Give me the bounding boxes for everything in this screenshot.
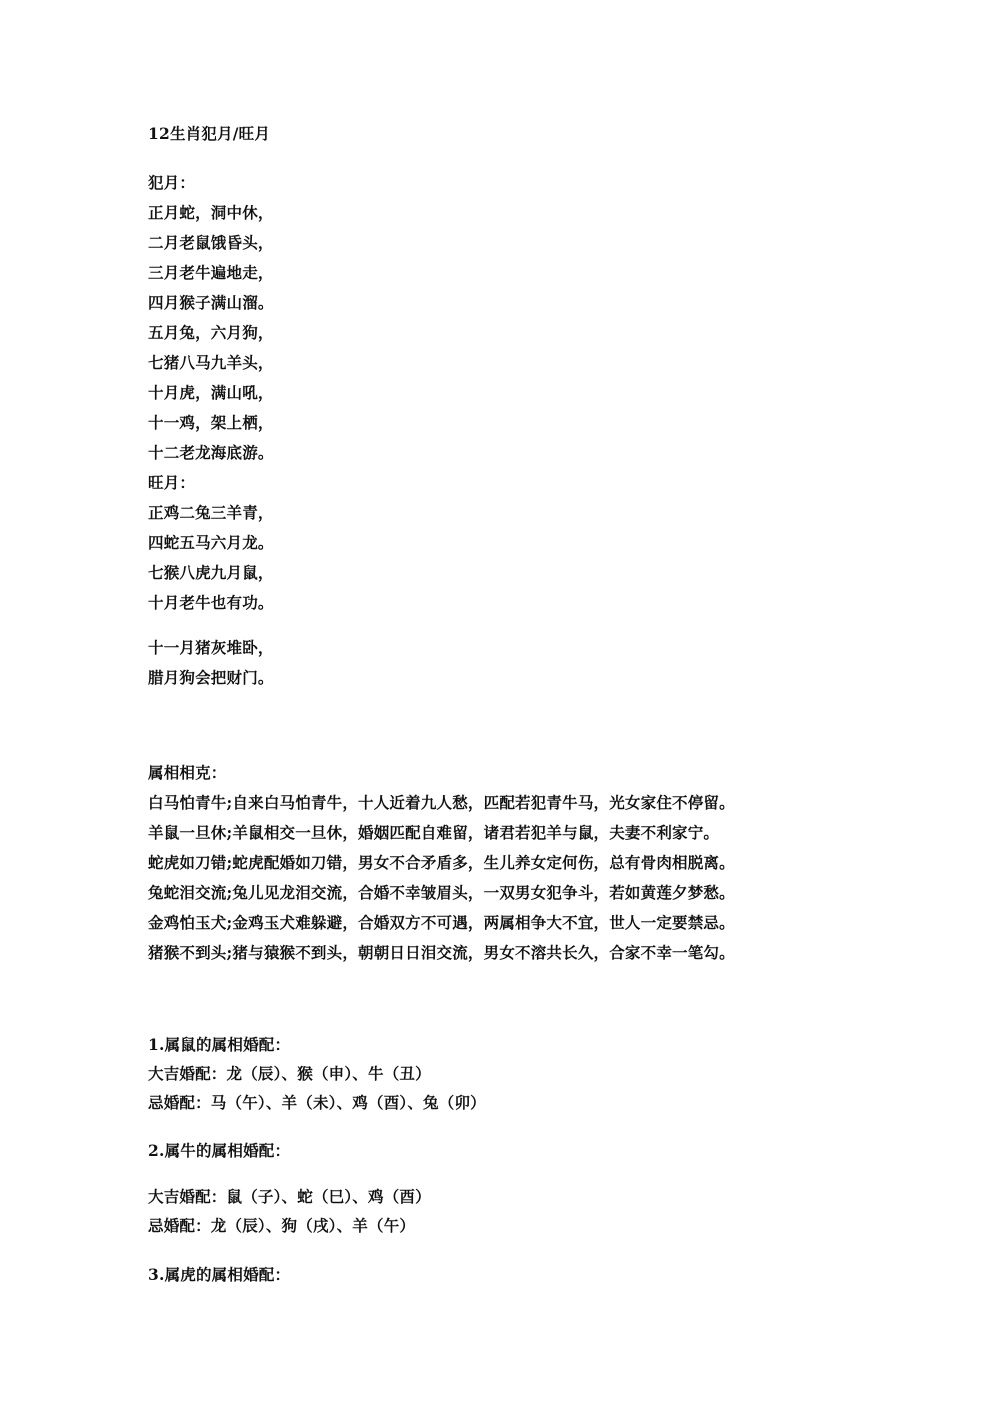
wang-yue-line: 十一月猪灰堆卧， — [148, 638, 274, 657]
section-heading: 3.属虎的属相婚配： — [148, 1265, 291, 1284]
fan-yue-line: 七猪八马九羊头， — [148, 353, 274, 372]
document-title: 12生肖犯月/旺月 — [148, 124, 271, 143]
good-match-line: 大吉婚配：鼠（子）、蛇（巳）、鸡（酉） — [148, 1187, 431, 1206]
xiang-ke-line: 蛇虎如刀错;蛇虎配婚如刀错，男女不合矛盾多，生儿养女定何伤，总有骨肉相脱离。 — [148, 853, 735, 872]
section-heading: 2.属牛的属相婚配： — [148, 1141, 291, 1160]
wang-yue-line: 四蛇五马六月龙。 — [148, 533, 274, 552]
xiang-ke-line: 羊鼠一旦休;羊鼠相交一旦休，婚姻匹配自难留，诸君若犯羊与鼠，夫妻不利家宁。 — [148, 823, 720, 842]
fan-yue-line: 三月老牛遍地走， — [148, 263, 274, 282]
fan-yue-line: 正月蛇，洞中休， — [148, 203, 274, 222]
fan-yue-line: 十月虎，满山吼， — [148, 383, 274, 402]
fan-yue-line: 四月猴子满山溜。 — [148, 293, 274, 312]
fan-yue-line: 十一鸡，架上栖， — [148, 413, 274, 432]
bad-match-line: 忌婚配：马（午）、羊（未）、鸡（酉）、兔（卯） — [148, 1093, 486, 1112]
xiang-ke-heading: 属相相克： — [148, 763, 227, 782]
good-match-line: 大吉婚配：龙（辰）、猴（申）、牛（丑） — [148, 1064, 431, 1083]
xiang-ke-line: 白马怕青牛;自来白马怕青牛，十人近着九人愁，匹配若犯青牛马，光女家住不停留。 — [148, 793, 735, 812]
wang-yue-line: 腊月狗会把财门。 — [148, 668, 274, 687]
wang-yue-line: 正鸡二兔三羊青， — [148, 503, 274, 522]
bad-match-line: 忌婚配：龙（辰）、狗（戌）、羊（午） — [148, 1216, 416, 1235]
section-heading: 1.属鼠的属相婚配： — [148, 1035, 291, 1054]
xiang-ke-line: 猪猴不到头;猪与猿猴不到头，朝朝日日泪交流，男女不溶共长久，合家不幸一笔勾。 — [148, 943, 735, 962]
fan-yue-heading: 犯月： — [148, 173, 196, 192]
wang-yue-heading: 旺月： — [148, 473, 196, 492]
fan-yue-line: 五月兔，六月狗， — [148, 323, 274, 342]
xiang-ke-line: 金鸡怕玉犬;金鸡玉犬难躲避，合婚双方不可遇，两属相争大不宜，世人一定要禁忌。 — [148, 913, 735, 932]
wang-yue-line: 七猴八虎九月鼠， — [148, 563, 274, 582]
document-page — [148, 0, 968, 1404]
wang-yue-line: 十月老牛也有功。 — [148, 593, 274, 612]
fan-yue-line: 二月老鼠饿昏头， — [148, 233, 274, 252]
fan-yue-line: 十二老龙海底游。 — [148, 443, 274, 462]
xiang-ke-line: 兔蛇泪交流;兔儿见龙泪交流，合婚不幸皱眉头，一双男女犯争斗，若如黄莲夕梦愁。 — [148, 883, 735, 902]
